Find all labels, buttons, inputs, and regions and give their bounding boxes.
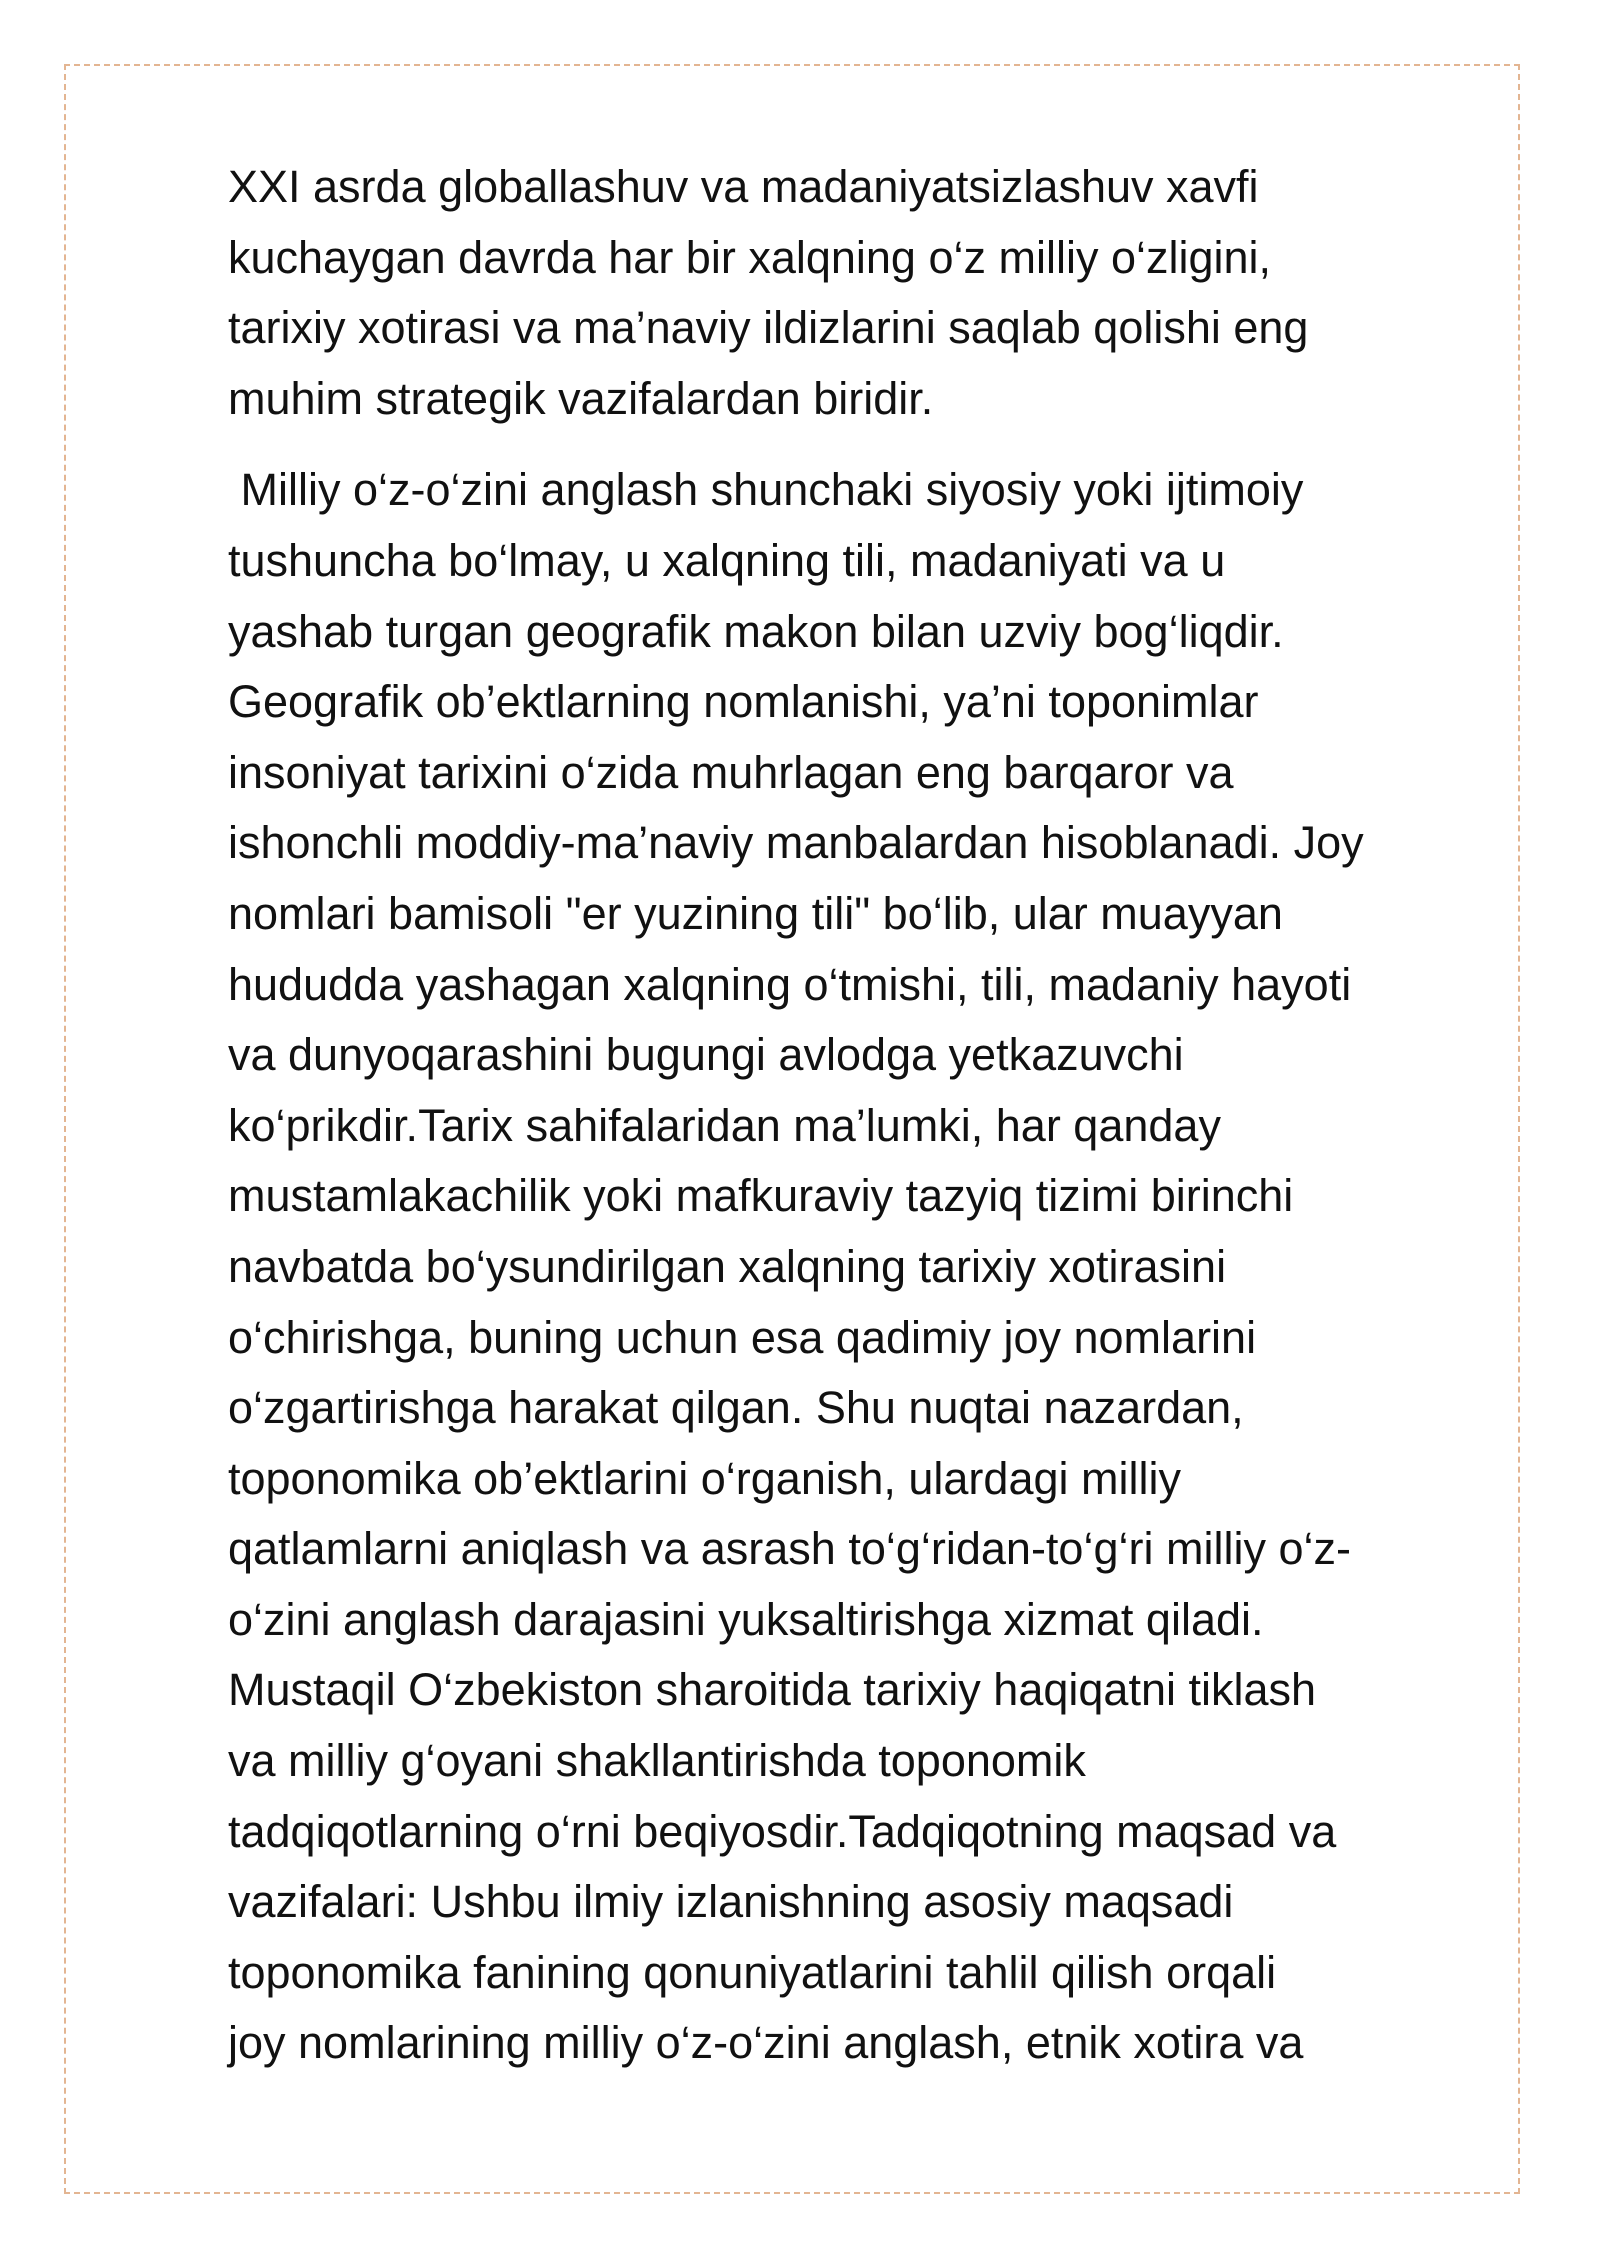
text-line: toponomika ob’ektlarini o‘rganish, ulardagi milliy <box>228 1452 1181 1504</box>
text-line: mustamlakachilik yoki mafkuraviy tazyiq tizimi birinchi <box>228 1170 1294 1222</box>
text-line: tushuncha bo‘lmay, u xalqning tili, madaniyati va u <box>228 534 1226 586</box>
text-line: yashab turgan geografik makon bilan uzviy bog‘liqdir. <box>228 605 1284 657</box>
paragraph-spacer <box>228 434 1488 455</box>
text-line: kuchaygan davrda har bir xalqning o‘z milliy o‘zligini, <box>228 231 1272 283</box>
text-line: XXI asrda globallashuv va madaniyatsizlashuv xavfi <box>228 161 1259 212</box>
text-line: hududda yashagan xalqning o‘tmishi, tili, madaniy hayoti <box>228 958 1352 1010</box>
text-line: muhim strategik vazifalardan biridir. <box>228 372 934 424</box>
text-line: va dunyoqarashini bugungi avlodga yetkazuvchi <box>228 1029 1184 1081</box>
document-body <box>228 152 1488 2079</box>
text-line: tarixiy xotirasi va ma’naviy ildizlarini saqlab qolishi eng <box>228 302 1309 354</box>
paragraph-2 <box>228 455 1488 2079</box>
text-line: Milliy o‘z-o‘zini anglash shunchaki siyosiy yoki ijtimoiy <box>228 464 1304 516</box>
text-line: insoniyat tarixini o‘zida muhrlagan eng barqaror va <box>228 746 1234 798</box>
text-line: ishonchli moddiy-ma’naviy manbalardan hisoblanadi. Joy <box>228 817 1364 869</box>
text-line: ko‘prikdir.Tarix sahifalaridan ma’lumki, har qanday <box>228 1099 1221 1151</box>
text-line: navbatda bo‘ysundirilgan xalqning tarixiy xotirasini <box>228 1240 1227 1292</box>
paragraph-1 <box>228 152 1488 434</box>
text-line: vazifalari: Ushbu ilmiy izlanishning asosiy maqsadi <box>228 1876 1234 1928</box>
text-line: o‘zgartirishga harakat qilgan. Shu nuqtai nazardan, <box>228 1382 1244 1434</box>
text-line: nomlari bamisoli "er yuzining tili" bo‘lib, ular muayyan <box>228 887 1283 939</box>
text-line: qatlamlarni aniqlash va asrash to‘g‘ridan-to‘g‘ri milliy o‘z- <box>228 1523 1351 1575</box>
text-line: toponomika fanining qonuniyatlarini tahlil qilish orqali <box>228 1946 1277 1998</box>
text-line: Geografik ob’ektlarning nomlanishi, ya’ni toponimlar <box>228 676 1259 728</box>
text-line: o‘chirishga, buning uchun esa qadimiy joy nomlarini <box>228 1311 1257 1363</box>
text-line: joy nomlarining milliy o‘z-o‘zini anglash, etnik xotira va <box>228 2017 1304 2069</box>
text-line: Mustaqil O‘zbekiston sharoitida tarixiy haqiqatni tiklash <box>228 1664 1317 1716</box>
text-line: va milliy g‘oyani shakllantirishda toponomik <box>228 1735 1086 1787</box>
text-line: tadqiqotlarning o‘rni beqiyosdir.Tadqiqotning maqsad va <box>228 1805 1337 1857</box>
text-line: o‘zini anglash darajasini yuksaltirishga xizmat qiladi. <box>228 1593 1264 1645</box>
